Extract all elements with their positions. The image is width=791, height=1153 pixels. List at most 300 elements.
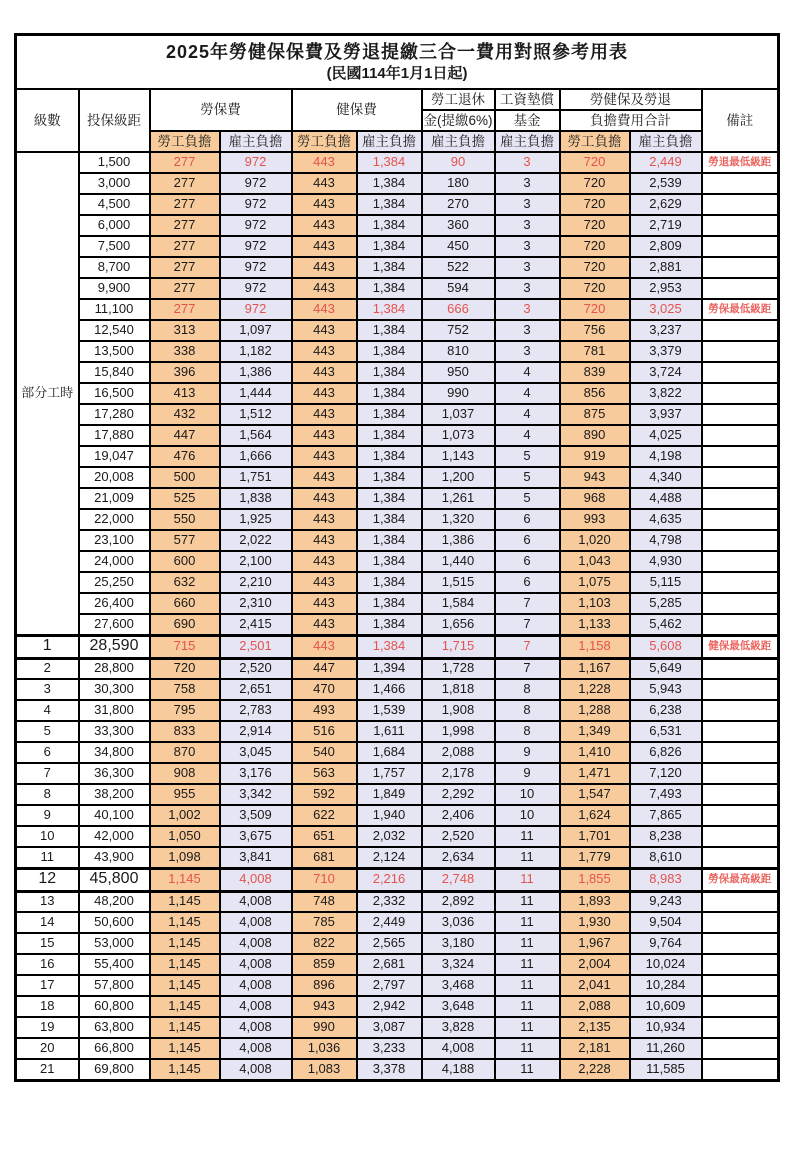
bracket-cell: 12,540 [79,320,150,341]
labor-employer-cell: 4,008 [220,868,292,891]
total-employee-cell: 2,135 [560,1017,630,1038]
health-employer-cell: 3,087 [357,1017,422,1038]
labor-employer-cell: 4,008 [220,996,292,1017]
subheader-wage-fund-employer: 雇主負擔 [495,131,560,152]
wage-fund-employer-cell: 3 [495,299,560,320]
labor-employee-cell: 413 [150,383,220,404]
health-employee-cell: 710 [292,868,357,891]
labor-employee-cell: 1,002 [150,805,220,826]
wage-fund-employer-cell: 11 [495,996,560,1017]
remark-cell: 健保最低級距 [702,635,779,658]
remark-cell [702,383,779,404]
labor-employee-cell: 833 [150,721,220,742]
labor-employee-cell: 758 [150,679,220,700]
wage-fund-employer-cell: 11 [495,1059,560,1080]
bracket-cell: 3,000 [79,173,150,194]
pension-employer-cell: 810 [422,341,495,362]
table-row [16,658,779,679]
level-cell: 14 [16,912,79,933]
bracket-cell: 63,800 [79,1017,150,1038]
health-employer-cell: 1,384 [357,215,422,236]
labor-employee-cell: 277 [150,152,220,173]
total-employee-cell: 1,158 [560,635,630,658]
table-row [16,530,779,551]
bracket-cell: 19,047 [79,446,150,467]
table-row [16,551,779,572]
pension-employer-cell: 2,292 [422,784,495,805]
labor-employer-cell: 4,008 [220,891,292,912]
health-employee-cell: 563 [292,763,357,784]
health-employer-cell: 3,378 [357,1059,422,1080]
total-employer-cell: 4,635 [630,509,702,530]
labor-employer-cell: 3,342 [220,784,292,805]
column-header-level: 級數 [16,89,79,152]
remark-cell [702,551,779,572]
wage-fund-employer-cell: 11 [495,975,560,996]
wage-fund-employer-cell: 3 [495,152,560,173]
table-row [16,1059,779,1080]
labor-employer-cell: 3,045 [220,742,292,763]
labor-employee-cell: 277 [150,299,220,320]
table-row [16,236,779,257]
pension-employer-cell: 2,088 [422,742,495,763]
total-employee-cell: 720 [560,236,630,257]
subheader-pension-employer: 雇主負擔 [422,131,495,152]
labor-employee-cell: 1,145 [150,891,220,912]
health-employer-cell: 1,611 [357,721,422,742]
remark-cell [702,933,779,954]
total-employer-cell: 10,609 [630,996,702,1017]
subheader-labor-employee: 勞工負擔 [150,131,220,152]
total-employer-cell: 3,379 [630,341,702,362]
remark-cell [702,847,779,868]
health-employer-cell: 2,124 [357,847,422,868]
table-row [16,572,779,593]
table-row [16,1038,779,1059]
health-employee-cell: 651 [292,826,357,847]
total-employee-cell: 2,041 [560,975,630,996]
health-employer-cell: 1,384 [357,404,422,425]
labor-employee-cell: 338 [150,341,220,362]
remark-cell [702,404,779,425]
health-employer-cell: 1,384 [357,572,422,593]
labor-employee-cell: 660 [150,593,220,614]
total-employer-cell: 5,943 [630,679,702,700]
table-row [16,215,779,236]
pension-employer-cell: 270 [422,194,495,215]
remark-cell: 勞保最高級距 [702,868,779,891]
bracket-cell: 11,100 [79,299,150,320]
total-employee-cell: 875 [560,404,630,425]
remark-cell [702,975,779,996]
pension-employer-cell: 90 [422,152,495,173]
wage-fund-employer-cell: 5 [495,488,560,509]
total-employer-cell: 10,024 [630,954,702,975]
level-cell: 6 [16,742,79,763]
table-row [16,320,779,341]
remark-cell [702,173,779,194]
bracket-cell: 26,400 [79,593,150,614]
health-employee-cell: 859 [292,954,357,975]
bracket-cell: 16,500 [79,383,150,404]
labor-employer-cell: 1,512 [220,404,292,425]
total-employer-cell: 5,115 [630,572,702,593]
health-employee-cell: 785 [292,912,357,933]
health-employee-cell: 443 [292,614,357,635]
total-employer-cell: 4,930 [630,551,702,572]
labor-employer-cell: 972 [220,215,292,236]
total-employee-cell: 1,930 [560,912,630,933]
health-employer-cell: 2,942 [357,996,422,1017]
bracket-cell: 28,800 [79,658,150,679]
bracket-cell: 9,900 [79,278,150,299]
health-employee-cell: 990 [292,1017,357,1038]
labor-employer-cell: 4,008 [220,975,292,996]
bracket-cell: 48,200 [79,891,150,912]
wage-fund-employer-cell: 11 [495,912,560,933]
wage-fund-employer-cell: 11 [495,868,560,891]
health-employee-cell: 896 [292,975,357,996]
health-employee-cell: 493 [292,700,357,721]
bracket-cell: 6,000 [79,215,150,236]
bracket-cell: 66,800 [79,1038,150,1059]
labor-employer-cell: 2,520 [220,658,292,679]
health-employee-cell: 822 [292,933,357,954]
health-employer-cell: 3,233 [357,1038,422,1059]
column-header-remark: 備註 [702,89,779,152]
labor-employer-cell: 972 [220,152,292,173]
health-employer-cell: 1,384 [357,635,422,658]
health-employee-cell: 443 [292,341,357,362]
remark-cell [702,257,779,278]
labor-employer-cell: 4,008 [220,1059,292,1080]
total-employer-cell: 4,198 [630,446,702,467]
total-employee-cell: 839 [560,362,630,383]
pension-employer-cell: 1,261 [422,488,495,509]
level-cell: 1 [16,635,79,658]
total-employer-cell: 3,822 [630,383,702,404]
table-row [16,614,779,635]
wage-fund-employer-cell: 3 [495,341,560,362]
health-employee-cell: 748 [292,891,357,912]
pension-employer-cell: 2,748 [422,868,495,891]
labor-employee-cell: 600 [150,551,220,572]
health-employer-cell: 1,684 [357,742,422,763]
total-employer-cell: 8,983 [630,868,702,891]
total-employee-cell: 968 [560,488,630,509]
pension-employer-cell: 522 [422,257,495,278]
labor-employee-cell: 550 [150,509,220,530]
title-row [16,35,779,90]
labor-employer-cell: 2,210 [220,572,292,593]
labor-employee-cell: 277 [150,236,220,257]
labor-employee-cell: 690 [150,614,220,635]
total-employee-cell: 856 [560,383,630,404]
pension-employer-cell: 3,828 [422,1017,495,1038]
wage-fund-employer-cell: 9 [495,763,560,784]
health-employee-cell: 443 [292,467,357,488]
bracket-cell: 22,000 [79,509,150,530]
table-row [16,404,779,425]
health-employer-cell: 1,849 [357,784,422,805]
total-employer-cell: 9,764 [630,933,702,954]
table-row [16,933,779,954]
pension-employer-cell: 1,143 [422,446,495,467]
level-cell: 12 [16,868,79,891]
total-employer-cell: 6,238 [630,700,702,721]
labor-employee-cell: 432 [150,404,220,425]
pension-employer-cell: 3,324 [422,954,495,975]
total-employer-cell: 2,881 [630,257,702,278]
remark-cell [702,1038,779,1059]
labor-employer-cell: 1,751 [220,467,292,488]
labor-employer-cell: 1,564 [220,425,292,446]
health-employee-cell: 443 [292,383,357,404]
health-employee-cell: 516 [292,721,357,742]
health-employee-cell: 443 [292,299,357,320]
bracket-cell: 43,900 [79,847,150,868]
health-employee-cell: 443 [292,173,357,194]
total-employer-cell: 2,719 [630,215,702,236]
group-header-pension-line1: 勞工退休 [422,89,495,110]
health-employer-cell: 1,384 [357,257,422,278]
total-employee-cell: 720 [560,173,630,194]
wage-fund-employer-cell: 8 [495,679,560,700]
bracket-cell: 13,500 [79,341,150,362]
health-employer-cell: 1,539 [357,700,422,721]
pension-employer-cell: 3,180 [422,933,495,954]
total-employer-cell: 2,449 [630,152,702,173]
table-row [16,891,779,912]
remark-cell [702,826,779,847]
labor-employer-cell: 972 [220,278,292,299]
table-row [16,1017,779,1038]
bracket-cell: 23,100 [79,530,150,551]
health-employee-cell: 443 [292,509,357,530]
labor-employer-cell: 972 [220,257,292,278]
total-employer-cell: 4,488 [630,488,702,509]
pension-employer-cell: 752 [422,320,495,341]
labor-employee-cell: 1,145 [150,1038,220,1059]
total-employee-cell: 1,893 [560,891,630,912]
health-employer-cell: 2,332 [357,891,422,912]
table-row [16,912,779,933]
pension-employer-cell: 2,178 [422,763,495,784]
total-employer-cell: 3,237 [630,320,702,341]
bracket-cell: 17,880 [79,425,150,446]
total-employee-cell: 781 [560,341,630,362]
total-employer-cell: 3,937 [630,404,702,425]
total-employee-cell: 2,088 [560,996,630,1017]
wage-fund-employer-cell: 3 [495,278,560,299]
group-header-total-line2: 負擔費用合計 [560,110,702,131]
level-cell: 18 [16,996,79,1017]
labor-employee-cell: 277 [150,215,220,236]
group-header-wage-fund-line2: 基金 [495,110,560,131]
pension-employer-cell: 2,892 [422,891,495,912]
total-employee-cell: 1,228 [560,679,630,700]
bracket-cell: 27,600 [79,614,150,635]
labor-employee-cell: 525 [150,488,220,509]
labor-employee-cell: 277 [150,257,220,278]
table-row [16,446,779,467]
group-header-total-line1: 勞健保及勞退 [560,89,702,110]
wage-fund-employer-cell: 6 [495,509,560,530]
table-body [16,152,779,1080]
wage-fund-employer-cell: 5 [495,467,560,488]
labor-employer-cell: 1,666 [220,446,292,467]
labor-employer-cell: 1,838 [220,488,292,509]
table-row [16,826,779,847]
remark-cell [702,763,779,784]
level-cell: 4 [16,700,79,721]
health-employer-cell: 1,384 [357,173,422,194]
wage-fund-employer-cell: 10 [495,805,560,826]
wage-fund-employer-cell: 5 [495,446,560,467]
table-row [16,152,779,173]
remark-cell [702,784,779,805]
total-employee-cell: 1,288 [560,700,630,721]
total-employer-cell: 6,531 [630,721,702,742]
pension-employer-cell: 450 [422,236,495,257]
health-employee-cell: 443 [292,425,357,446]
page-title: 2025年勞健保保費及勞退提繳三合一費用對照參考用表 [165,42,629,63]
bracket-cell: 53,000 [79,933,150,954]
pension-employer-cell: 950 [422,362,495,383]
table-row [16,679,779,700]
table-row [16,847,779,868]
level-cell: 11 [16,847,79,868]
bracket-cell: 4,500 [79,194,150,215]
total-employer-cell: 7,493 [630,784,702,805]
health-employee-cell: 470 [292,679,357,700]
table-row [16,278,779,299]
labor-employer-cell: 3,841 [220,847,292,868]
wage-fund-employer-cell: 10 [495,784,560,805]
health-employer-cell: 1,384 [357,383,422,404]
pension-employer-cell: 990 [422,383,495,404]
labor-employer-cell: 2,022 [220,530,292,551]
health-employee-cell: 592 [292,784,357,805]
wage-fund-employer-cell: 3 [495,194,560,215]
level-cell: 21 [16,1059,79,1080]
health-employer-cell: 1,384 [357,593,422,614]
total-employer-cell: 5,462 [630,614,702,635]
health-employer-cell: 1,384 [357,530,422,551]
health-employee-cell: 443 [292,215,357,236]
table-row [16,383,779,404]
remark-cell [702,488,779,509]
health-employee-cell: 943 [292,996,357,1017]
health-employee-cell: 443 [292,194,357,215]
total-employee-cell: 993 [560,509,630,530]
labor-employee-cell: 447 [150,425,220,446]
pension-employer-cell: 1,073 [422,425,495,446]
table-row [16,341,779,362]
health-employee-cell: 443 [292,236,357,257]
health-employer-cell: 1,384 [357,509,422,530]
table-row [16,996,779,1017]
labor-employer-cell: 972 [220,173,292,194]
total-employer-cell: 2,629 [630,194,702,215]
subheader-total-employer: 雇主負擔 [630,131,702,152]
column-header-bracket: 投保級距 [79,89,150,152]
labor-employer-cell: 4,008 [220,912,292,933]
pension-employer-cell: 4,008 [422,1038,495,1059]
level-cell: 17 [16,975,79,996]
labor-employer-cell: 4,008 [220,954,292,975]
remark-cell [702,912,779,933]
total-employee-cell: 890 [560,425,630,446]
total-employer-cell: 6,826 [630,742,702,763]
health-employee-cell: 443 [292,257,357,278]
bracket-cell: 38,200 [79,784,150,805]
health-employer-cell: 1,394 [357,658,422,679]
health-employee-cell: 447 [292,658,357,679]
total-employer-cell: 4,798 [630,530,702,551]
bracket-cell: 57,800 [79,975,150,996]
table-row [16,194,779,215]
total-employer-cell: 5,285 [630,593,702,614]
remark-cell: 勞退最低級距 [702,152,779,173]
bracket-cell: 15,840 [79,362,150,383]
total-employer-cell: 10,284 [630,975,702,996]
bracket-cell: 42,000 [79,826,150,847]
total-employee-cell: 720 [560,299,630,320]
pension-employer-cell: 1,584 [422,593,495,614]
total-employee-cell: 919 [560,446,630,467]
wage-fund-employer-cell: 11 [495,847,560,868]
wage-fund-employer-cell: 4 [495,425,560,446]
total-employee-cell: 1,075 [560,572,630,593]
health-employee-cell: 443 [292,635,357,658]
health-employee-cell: 443 [292,404,357,425]
total-employer-cell: 3,025 [630,299,702,320]
health-employer-cell: 2,216 [357,868,422,891]
remark-cell [702,996,779,1017]
labor-employee-cell: 908 [150,763,220,784]
labor-employee-cell: 720 [150,658,220,679]
remark-cell [702,320,779,341]
wage-fund-employer-cell: 7 [495,658,560,679]
total-employee-cell: 1,967 [560,933,630,954]
health-employer-cell: 1,384 [357,341,422,362]
health-employer-cell: 1,384 [357,299,422,320]
pension-employer-cell: 594 [422,278,495,299]
wage-fund-employer-cell: 4 [495,404,560,425]
health-employer-cell: 1,384 [357,488,422,509]
wage-fund-employer-cell: 7 [495,614,560,635]
labor-employee-cell: 277 [150,194,220,215]
bracket-cell: 28,590 [79,635,150,658]
wage-fund-employer-cell: 9 [495,742,560,763]
bracket-cell: 31,800 [79,700,150,721]
health-employer-cell: 1,384 [357,236,422,257]
labor-employer-cell: 3,675 [220,826,292,847]
remark-cell [702,341,779,362]
remark-cell [702,446,779,467]
health-employer-cell: 1,384 [357,467,422,488]
level-cell: 15 [16,933,79,954]
level-cell: 部分工時 [16,152,79,635]
wage-fund-employer-cell: 11 [495,954,560,975]
table-row [16,784,779,805]
pension-employer-cell: 1,037 [422,404,495,425]
labor-employer-cell: 2,415 [220,614,292,635]
labor-employee-cell: 1,145 [150,954,220,975]
labor-employer-cell: 1,444 [220,383,292,404]
labor-employer-cell: 2,310 [220,593,292,614]
